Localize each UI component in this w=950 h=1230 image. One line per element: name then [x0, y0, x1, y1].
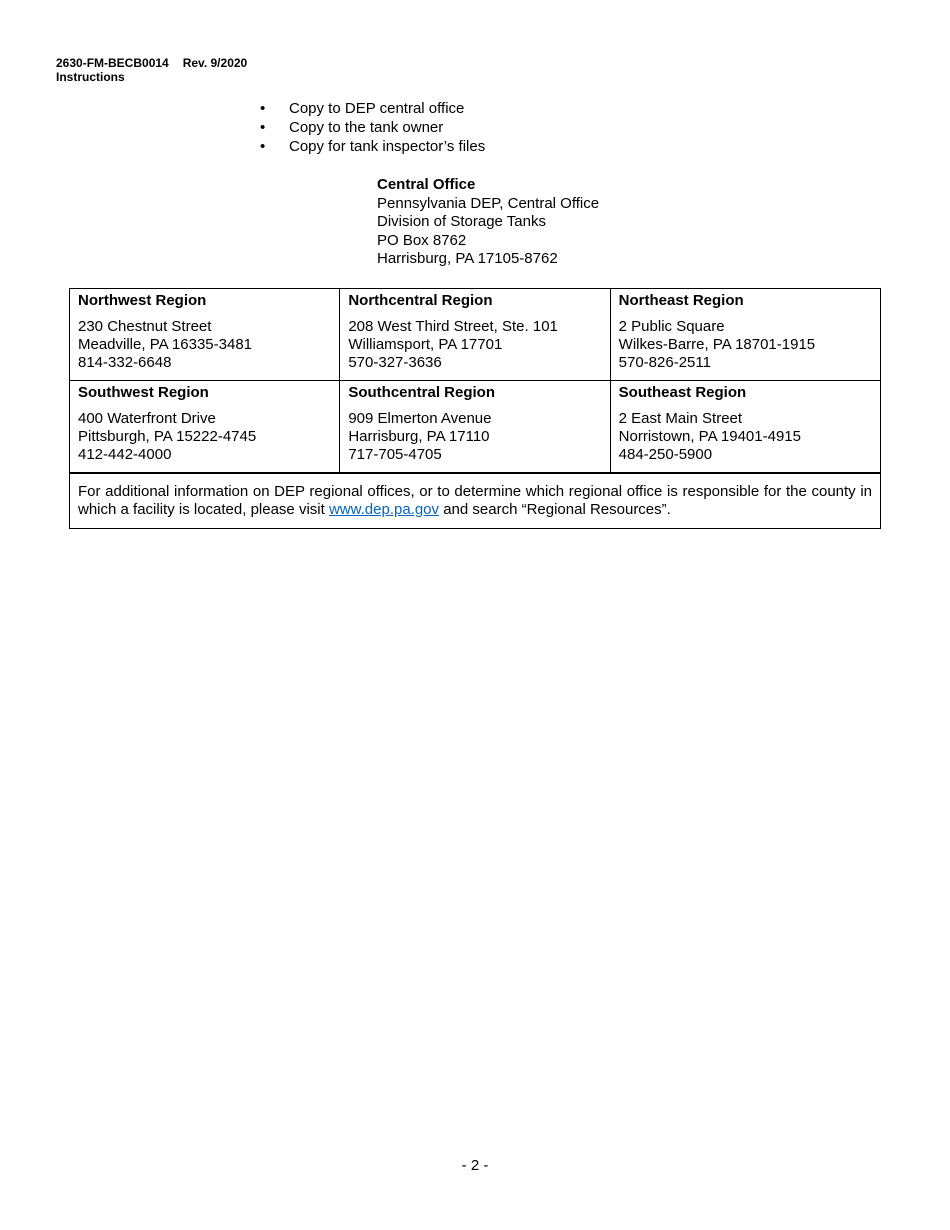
list-item-text: Copy to DEP central office [289, 100, 465, 117]
region-city: Norristown, PA 19401-4915 [618, 428, 801, 445]
region-street: 909 Elmerton Avenue [348, 410, 492, 427]
address-line: PO Box 8762 [377, 231, 467, 249]
region-name: Southwest Region [78, 384, 209, 401]
list-item-text: Copy for tank inspector’s files [289, 138, 486, 155]
region-city: Pittsburgh, PA 15222-4745 [78, 428, 257, 445]
list-item [260, 99, 485, 118]
region-cell-southeast [610, 381, 880, 474]
address-line: Pennsylvania DEP, Central Office [377, 194, 600, 212]
region-street: 2 East Main Street [618, 410, 743, 427]
regional-offices-table [69, 288, 881, 529]
region-street: 230 Chestnut Street [78, 318, 212, 335]
bullet-icon: • [260, 100, 266, 117]
region-cell-southcentral [340, 381, 610, 474]
document-header [56, 56, 247, 84]
region-street: 208 West Third Street, Ste. 101 [348, 318, 558, 335]
page-number: - 2 - [461, 1157, 489, 1174]
region-phone: 814-332-6648 [78, 354, 172, 371]
region-phone: 484-250-5900 [618, 446, 713, 463]
table-row [70, 381, 881, 474]
region-street: 2 Public Square [618, 318, 725, 335]
dep-website-link[interactable]: www.dep.pa.gov [328, 501, 440, 518]
revision: Rev. 9/2020 [182, 56, 248, 70]
region-phone: 570-826-2511 [618, 354, 711, 371]
region-city: Wilkes-Barre, PA 18701-1915 [618, 336, 816, 353]
region-cell-southwest [70, 381, 340, 474]
central-office-title: Central Office [377, 176, 476, 193]
region-phone: 570-327-3636 [348, 354, 442, 371]
list-item [260, 137, 485, 156]
form-id: 2630-FM-BECB0014 [56, 56, 169, 70]
region-cell-northwest [70, 289, 340, 381]
list-item-text: Copy to the tank owner [289, 119, 444, 136]
region-cell-northeast [610, 289, 880, 381]
region-name: Southcentral Region [348, 384, 496, 401]
central-office-address [377, 176, 599, 269]
region-phone: 412-442-4000 [78, 446, 172, 463]
address-line: Division of Storage Tanks [377, 213, 546, 230]
region-city: Williamsport, PA 17701 [348, 336, 503, 353]
note-text: For additional information on DEP regional offices, or to determine which regional office is responsible for the county in which a facility is located, please visit [78, 483, 872, 518]
region-name: Southeast Region [618, 384, 747, 401]
region-street: 400 Waterfront Drive [78, 410, 216, 427]
region-name: Northwest Region [78, 292, 207, 309]
bullet-icon: • [260, 138, 266, 155]
region-name: Northeast Region [618, 292, 744, 309]
region-name: Northcentral Region [348, 292, 493, 309]
region-cell-northcentral [340, 289, 610, 381]
region-city: Meadville, PA 16335-3481 [78, 336, 253, 353]
region-phone: 717-705-4705 [348, 446, 442, 463]
region-city: Harrisburg, PA 17110 [348, 428, 490, 445]
copies-list [260, 99, 485, 156]
note-text: and search “Regional Resources”. [439, 501, 671, 518]
section-label: Instructions [56, 70, 125, 84]
table-row [70, 473, 881, 529]
form-id-line [56, 56, 247, 70]
bullet-icon: • [260, 119, 266, 136]
regional-info-note [70, 473, 881, 529]
list-item [260, 118, 485, 137]
address-line: Harrisburg, PA 17105-8762 [377, 250, 558, 267]
table-row [70, 289, 881, 381]
